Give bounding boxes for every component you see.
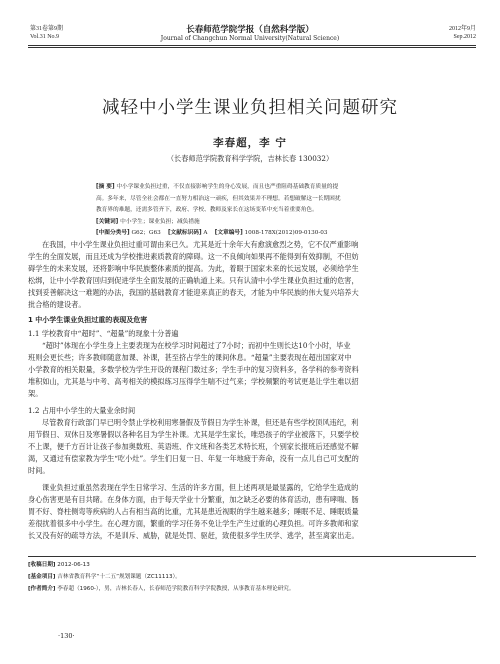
footnote-author: [作者简介] 李春超（1960-），男，吉林长春人，长春师范学院教育科学学院教授，从事教育基本理论研究。 xyxy=(28,586,295,592)
body-line: 身心伤害更是有目共睹。在身体方面，由于每天学业十分繁重，加之缺乏必要的体育活动，患有哮喘、肠 xyxy=(28,495,359,504)
date-info xyxy=(449,25,476,41)
paper-authors: 李春超，李 宁 xyxy=(213,137,287,149)
body-line: “超时”体现在小学生身上主要表现为在校学习时间超过了7小时；而初中生则长达10个小时，毕业 xyxy=(42,341,351,350)
body-line: 不上课，便千方百计让孩子参加奥数班、英语班、作文班和各类艺术特长班，个别家长报班后还感觉不解 xyxy=(28,442,359,451)
abstract-line-1: [摘 要] 中小学课业负担过重，不仅直接影响学生的身心发展，而且也严重阻碍基础教育质量的提 xyxy=(96,184,339,190)
body-line: 用节假日、双休日及寒暑假以各种名目为学生补课。尤其是学生家长，唯恐孩子的学业被落下，只要学校 xyxy=(28,430,359,439)
footnote-rule xyxy=(28,556,476,557)
header-rule-thin xyxy=(28,47,476,48)
body-line: 小学教育的相关限量，多数学校为学生开设的课程门数过多；学生手中的复习资料多，各学科的参考资料 xyxy=(28,365,359,374)
abstract xyxy=(96,182,430,240)
issue-cn: 第31卷第9期 xyxy=(30,26,64,32)
footnote-received: [收稿日期] 2012-06-13 xyxy=(28,562,90,568)
section-heading: 1 中小学生课业负担过重的表现及危害 xyxy=(28,316,148,324)
journal-cn: 长春师范学院学报（自然科学版） xyxy=(186,25,314,35)
abstract-line-2: 高。多年来，尽管全社会都在一直努力相治这一顽疾，但其效果并不理想。若想破解这一长期困扰 xyxy=(96,195,341,202)
date-en: Sep.2012 xyxy=(453,34,476,40)
body-line: 胃不好、脊柱侧弯等疾病的人占有相当高的比重，尤其是患近视眼的学生越来越多；睡眠不足、睡眠质量 xyxy=(28,507,359,516)
subsection-heading: 1.2 占用中小学生的大量业余时间 xyxy=(28,406,136,415)
intro-line: 松绑，让中小学教育回归到促进学生全面发展的正确轨道上来。只有认清中小学生课业负担过重的危害， xyxy=(28,276,359,285)
date-cn: 2012年9月 xyxy=(448,26,476,32)
body-line: 课业负担过重虽然表现在学生日常学习、生活的许多方面，但上述两项是最显露的，它给学生造成的 xyxy=(42,483,359,492)
body-line: 渴，又通过有偿家教为学生“吃小灶”。学生们日复一日、年复一年地疲于奔命，没有一点儿自己可支配的 xyxy=(28,454,359,463)
journal-en: Journal of Changchun Normal University(Natural Science) xyxy=(160,35,340,42)
header-rule xyxy=(28,45,476,46)
body-line: 堆积如山，尤其是与中考、高考相关的模拟练习压得学生喘不过气来；学校频繁的考试更是让学生难以招 xyxy=(28,377,359,386)
intro-line: 批合格的建设者。 xyxy=(28,300,86,309)
body-line: 尽管教育行政部门早已明令禁止学校利用寒暑假及节假日为学生补课，但还是有些学校顶风违纪，利 xyxy=(42,418,359,427)
issue-en: Vol.31 No.9 xyxy=(30,34,60,40)
intro-line: 学生的全面发展，而且还成为学校推进素质教育的障碍。这一不良倾向如果再不能得到有效抑制，不但妨 xyxy=(28,252,359,261)
intro-line: 找到妥善解决这一难题的办法，我国的基础教育才能迎来真正的春天，才能为中华民族的伟大复兴培养大 xyxy=(28,288,359,297)
body-line: 架。 xyxy=(28,389,43,398)
body-line: 时间。 xyxy=(28,466,50,475)
body-line: 差很扰着很多中小学生。在心理方面，繁重的学习任务不免让学生产生过重的心理负担。可许多教师和家 xyxy=(28,519,359,528)
abstract-label: [摘 要] xyxy=(96,184,115,190)
abstract-line-3: 教育界的难题，还需多管齐下，政府、学校、教师及家长在这场变革中充当着重要角色。 xyxy=(96,207,318,213)
journal-info xyxy=(110,25,390,43)
body-line: 长又没有好的疏导方法，不是训斥、威胁，就是处罚、驱赶，致使很多学生厌学、逃学，甚至离家出走。 xyxy=(28,531,359,540)
keywords: [关键词] 中小学生；课业负担；减负措施 xyxy=(96,218,200,225)
keywords-label: [关键词] xyxy=(96,218,119,225)
footnote-fund: [基金项目] 吉林省教育科学“十二五”规划课题（ZC11113）。 xyxy=(28,574,181,580)
issue-info xyxy=(30,25,63,41)
paper-affiliation: （长春师范学院教育科学学院，吉林长春 130032） xyxy=(166,154,334,163)
intro-line: 在我国，中小学生课业负担过重可谓由来已久。尤其是近十余年大有愈演愈烈之势，它不仅严重影响 xyxy=(42,240,359,249)
page-number: ·130· xyxy=(58,632,75,640)
intro-line: 碍学生的未来发展，还将影响中华民族整体素质的提高。为此，着眼于国家未来的长远发展，必须给学生 xyxy=(28,264,359,273)
paper-title: 减轻中小学生课业负担相关问题研究 xyxy=(102,98,398,118)
subsection-heading: 1.1 学校教育中“超时”、“超量”的现象十分普遍 xyxy=(28,329,179,338)
body-line: 班则会更长些；许多教师随意加课、补课，甚至挤占学生的课间休息。“超量”主要表现在超出国家对中 xyxy=(28,353,352,362)
classification: [中图分类号] G62；G63 [文献标识码] A [文章编号] 1008-178X(2012)09-0130-03 xyxy=(96,230,328,236)
